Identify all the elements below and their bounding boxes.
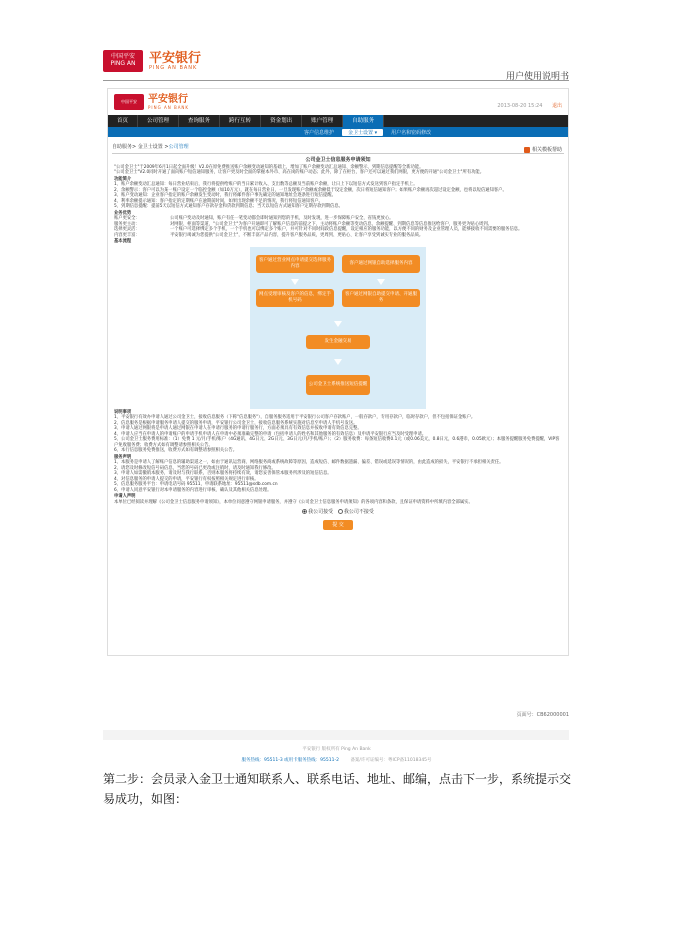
flow-arrow <box>334 321 342 327</box>
declaration-item: 6、申请人同意平安银行对本申请服务的内容进行审核、确认及其他相关信息处理。 <box>114 487 272 493</box>
footer-hotline <box>0 757 673 763</box>
decline-radio[interactable] <box>338 509 343 514</box>
banking-screenshot <box>107 88 569 656</box>
nav-self-service[interactable]: 自助服务 <box>343 115 384 127</box>
pingan-group-logo <box>103 50 143 72</box>
notice-title: 公司金卫士信息服务申请须知 <box>305 157 371 163</box>
sub-nav <box>108 127 568 137</box>
footer-icp: 备案/许可证编号：粤ICP备11018345号 <box>350 758 432 763</box>
main-nav <box>108 115 568 127</box>
function-title: 功能简介 <box>114 176 132 182</box>
applicant-title: 申请人声明 <box>114 494 136 499</box>
declaration-item: 4、对信息服务的申请人提交的申请，平安银行有权按照相关规定进行审核。 <box>114 476 259 482</box>
notice-content <box>108 154 568 534</box>
logout-link[interactable]: 退出 <box>551 103 562 109</box>
note-item: 3、申请人通过网银将是申请人通过网银在申请人在申请行服务的申请行服务行，方面必须具有有效信息并按收申请有效信息完整。 <box>114 426 362 431</box>
flow-box-online-submit: 客户通过网银自助提交申请、开通服务 <box>342 289 420 307</box>
flow-box-online-select: 客户通过网银自助选择服务内容 <box>342 255 420 273</box>
manual-title: 用户使用说明书 <box>505 72 569 82</box>
nav-transfer[interactable]: 跨行互转 <box>220 115 261 127</box>
declaration-item: 2、请您及时修改短信号码信息，当您的号码已更改或注销时，请及时通知我行修改。 <box>114 465 276 471</box>
help-icon <box>524 147 530 153</box>
flow-box-transaction: 发生金融交易 <box>306 335 370 349</box>
function-item: 2、余额警示：客户可以为某一账户设定一个临控金额（如10万元），就在每日营业日，一旦发现账户余额或余额低于设定金额，次日将短信通知客户；如果账户余额再次超过设定金额，也将以短信通知客户。 <box>114 187 507 193</box>
breadcrumb-root[interactable]: 自助服务 <box>112 144 133 150</box>
document-logo <box>103 50 201 72</box>
intro-para-2: "公司金卫士"V2.0同时开通了面向账户短信通知服务，让客户更及时全面的掌握本外币、高在岗的账户动态；此外，除了在柜台，客户还可以通过我们网银，更方便的开通"公司金卫士"所有功能。 <box>114 170 485 175</box>
advantage-name: 账户更安全： <box>114 216 140 221</box>
advantage-name: 服务更主动： <box>114 221 140 227</box>
note-item: 4、申请人应当在申请人的申请账户的申请手机申请人在申请中必须准确完整的申请（包括申请人的姓名和其他服务的有效信息）及申请平安银行应当及时受理申请。 <box>114 431 427 437</box>
notes-title: 说明事项 <box>114 409 132 415</box>
logo-box-text-small: 中国平安 <box>121 98 137 104</box>
breadcrumb <box>108 137 568 153</box>
declaration-item: 5、信息服务服务平台：申请电话号码 95511，申请联系地址：95511@sdb.com.cn <box>114 482 278 487</box>
session-date: 2013-08-20 15:24 <box>497 103 543 109</box>
header-divider <box>103 80 569 81</box>
note-item: 1、平安银行有效办申请人通过公司金卫士，接收信息服务（下称"信息服务"），自服务服务适用于平安银行公司客户存款账户，一般存款户，专用存款户，临时存款户，但不包括保证金账户。 <box>114 415 476 420</box>
applicant-text: 本单位已经阅读并理解《公司金卫士信息服务申请须知》，本单位同意遵守网银申请服务，并遵守《公司金卫士信息服务申请须知》的各项内容和条款，且保证申请资料中所填内容全部属实。 <box>114 499 473 505</box>
function-item: 4、利率余额提示通知：客户指定的定期账户在逾期前时间，如果出现余额不足的情况，我行将短信通知客户。 <box>114 198 323 204</box>
advantage-text: 一个账户可选择绑定多个手机，一个手机也可以绑定多个账户，并可针对不同时间段信息提醒，设定相应的服务功能，以方便不同的财务及企业管理人员，能够接收不同需要的服务信息。 <box>170 227 523 232</box>
subnav-jinweishi[interactable]: 金卫士设置 ▾ <box>342 129 383 136</box>
nav-account[interactable]: 账户管理 <box>302 115 343 127</box>
footer-hotline-text: 服务热线：95511-3 或用卡服务热线：95511-2 <box>241 758 339 763</box>
submit-button[interactable]: 提 交 <box>323 520 353 530</box>
declaration-item: 3、申请人如需撤销本服务，请及时与我行联系，否则本服务将持续有效，请您妥善保管本服务所涉及的短信信息。 <box>114 471 332 476</box>
pingan-group-logo-small <box>114 94 144 110</box>
accept-radio[interactable] <box>302 509 307 514</box>
breadcrumb-mid: > 金卫士设置 > <box>132 144 169 150</box>
step-description: 第二步：会员录入金卫士通知联系人、联系电话、地址、邮编，点击下一步，系统提示交易成功，如图： <box>103 772 572 806</box>
advantage-row <box>114 233 562 239</box>
page-number: 页面号：CB62000001 <box>516 712 569 718</box>
screen-header <box>108 89 568 115</box>
help-link[interactable] <box>524 146 562 153</box>
advantage-name: 内容更丰富： <box>114 232 140 238</box>
nav-home[interactable]: 首页 <box>108 115 138 127</box>
process-flow-diagram <box>250 247 426 409</box>
advantage-title: 业务优势 <box>114 210 132 216</box>
nav-company[interactable]: 公司管理 <box>138 115 179 127</box>
decline-label: 我公司不接受 <box>343 509 374 515</box>
declaration-item: 1、本服务是申请人了解账户信息的辅助渠道之一，如由于通讯运营商、网络服务商或系统故障等原因，造成短信、邮件数据遗漏、偏差、错误或延误等情况的，由此造成的损失，平安银行不承担相关责任。 <box>114 460 504 465</box>
flow-box-branch-apply: 客户通过营业网点申请提交选择服务内容 <box>256 255 334 273</box>
footer-bar <box>103 730 569 740</box>
function-item: 5、到期信息提醒：提前5天以短信方式通知客户存款存金和贷款到期信息；当天以短信方式通知客户定期存款到期信息。 <box>114 204 343 209</box>
function-item: 3、账户变动通知：企业客户指定的账户余额发生变动时，我行将邮件客户事先确定的通知地址会逐条进行短信提醒。 <box>114 193 336 198</box>
flow-arrow <box>291 279 299 285</box>
bank-logo-cn-small: 平安银行 <box>148 93 188 105</box>
intro-para-1: "公司金卫士"于2009年6月1日起全面升级！V2.0在原免费推送账户余额变动通知的基础上，增加了账户余额变动汇总通知、余额警示、到期信息提醒等全新功能。 <box>114 164 424 170</box>
note-item: 2、信息服务是根据申请服务申请人提交的服务申请，平安银行公司金卫士，接收信息服务系统实施对信息至申请人手机号发送。 <box>114 420 358 426</box>
session-info <box>497 102 562 109</box>
advantage-name: 选择更灵活： <box>114 227 140 232</box>
function-item: 1、账户余额变动汇总通知：每日营业结束后，我行将提供给账户的当日累计收入、支出数等总额及当前账户余额，让日上下以短信方式发送到客户指定手机上。 <box>114 182 418 187</box>
screen-logo <box>114 94 189 110</box>
flow-arrow <box>334 359 342 365</box>
nav-outflow[interactable]: 资金划出 <box>261 115 302 127</box>
flow-title: 基本流程 <box>114 239 132 244</box>
agreement-choice <box>114 509 562 516</box>
advantage-text: 平安银行竭诚为您提供"公司金卫士"，不断丰富产品内容，提升客户服务品质，更周到、更贴心、让客户享受到诚实专业的服务品质。 <box>170 232 424 238</box>
advantage-text: 对网银、柜面等渠道，"公司金卫士"为客户开通即可了解账户信息的前提之下，主动将账户余额等变动信息，余额提醒、到期信息等信息推送给客户，服务更为贴心周到。 <box>170 221 492 227</box>
bank-logo-en: PING AN BANK <box>149 64 198 71</box>
declaration-title: 服务声明 <box>114 454 132 460</box>
logo-box-text: 中国平安 <box>110 53 135 61</box>
subnav-password[interactable]: 用户名和密码修改 <box>391 129 432 136</box>
flow-arrow <box>377 279 385 285</box>
help-label: 相关模板帮助 <box>531 147 562 153</box>
note-item: 5、公司金卫士服务费用标准：（1）免费 1 元/月/手机/账户（4G通讯、4G日元、2G日元、3G日元/月/手机/账户）；（2）服务收费：每条短信收费0.1元（或0.06美元，0.8日元，0.6港币，0.05欧元）；本服务提醒服务免费提醒，VIP客户免收服务费；收费方式如有调整请参照相关公告。 <box>114 437 560 448</box>
note-item: 6、本行信息服务免费推送，收费方式如有调整请参照相关公告。 <box>114 448 238 453</box>
accept-label: 我公司接受 <box>308 509 334 515</box>
subnav-customer-info[interactable]: 客户信息维护 <box>304 129 335 136</box>
flow-box-branch-verify: 网点受理审核及客户的信息，绑定手机号码 <box>256 289 334 307</box>
nav-query[interactable]: 查询服务 <box>179 115 220 127</box>
breadcrumb-current: 公司管理 <box>168 144 189 150</box>
logo-box-en-text: PING AN <box>110 60 136 67</box>
bank-logo-cn: 平安银行 <box>149 50 202 66</box>
bank-logo-en-small: PING AN BANK <box>148 104 190 110</box>
advantage-text: 公司账户变动及时通知，账户有任一笔变动都会即时通知到您的手机，及时发现，进一步保障账户安全，省钱更放心。 <box>170 216 394 221</box>
footer-copyright: 平安银行 版权所有 Ping An Bank <box>302 747 371 752</box>
flow-box-sms-push: 公司金卫士系统推送短信提醒 <box>306 375 370 395</box>
